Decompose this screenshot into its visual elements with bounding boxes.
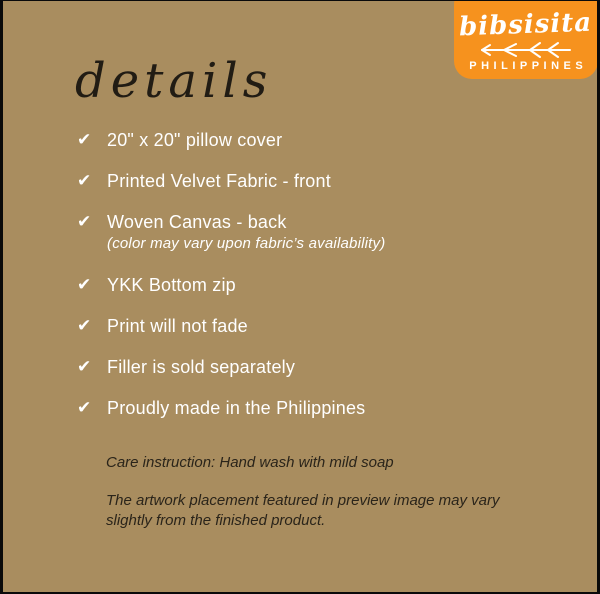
check-icon: ✔ — [77, 171, 92, 190]
list-item — [77, 170, 537, 192]
list-item — [77, 356, 537, 378]
check-icon: ✔ — [77, 275, 92, 294]
list-item-label: 20" x 20" pillow cover — [107, 130, 283, 150]
branch-arrow-icon — [478, 41, 574, 59]
list-item-label: Print will not fade — [107, 316, 248, 336]
list-item — [77, 274, 537, 296]
list-item-label: Woven Canvas - back — [107, 212, 287, 232]
brand-logo — [454, 0, 598, 79]
list-item — [77, 129, 537, 151]
check-icon: ✔ — [77, 357, 92, 376]
artwork-disclaimer: The artwork placement featured in preview image may vary slightly from the finished product. — [106, 491, 500, 530]
list-item-label: Filler is sold separately — [107, 357, 296, 377]
footnotes — [106, 453, 518, 549]
care-instruction: Care instruction: Hand wash with mild soap — [106, 454, 394, 471]
feature-list — [77, 129, 537, 438]
check-icon: ✔ — [77, 130, 92, 149]
list-item — [77, 397, 537, 419]
list-item — [77, 211, 537, 255]
page-title: details — [75, 53, 273, 109]
list-item-note: (color may vary upon fabric’s availability) — [107, 235, 386, 252]
list-item-label: Proudly made in the Philippines — [107, 398, 366, 418]
list-item — [77, 315, 537, 337]
list-item-label: YKK Bottom zip — [107, 275, 236, 295]
brand-name: bibsisita — [458, 7, 594, 43]
check-icon: ✔ — [77, 398, 92, 417]
check-icon: ✔ — [77, 212, 92, 231]
brand-country: PHILIPPINES — [469, 60, 588, 72]
list-item-label: Printed Velvet Fabric - front — [107, 171, 331, 191]
check-icon: ✔ — [77, 316, 92, 335]
